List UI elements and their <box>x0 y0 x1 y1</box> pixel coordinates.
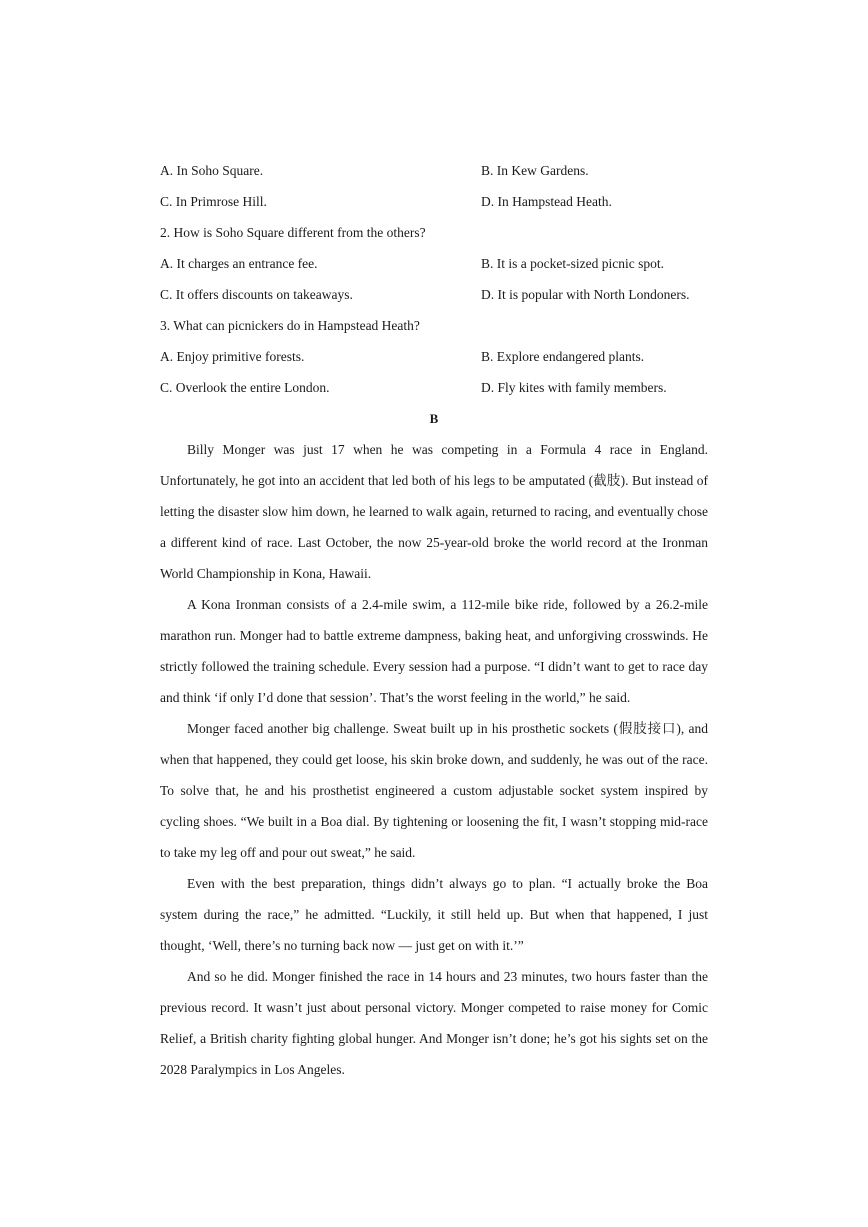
q1-option-a: A. In Soho Square. <box>160 163 264 178</box>
q1-options-row-1 <box>160 155 708 186</box>
q3-options-row-2 <box>160 372 708 403</box>
passage-paragraph: A Kona Ironman consists of a 2.4-mile swim, a 112-mile bike ride, followed by a 26.2-mile marathon run. Monger had to battle extreme dampness, baking heat, and unforgiving crosswinds. He strictly followed the training schedule. Every session had a purpose. “I didn’t want to get to race day and think ‘if only I’d done that session’. That’s the worst feeling in the world,” he said. <box>160 597 708 705</box>
passage-paragraph: Billy Monger was just 17 when he was competing in a Formula 4 race in England. Unfortunately, he got into an accident that led both of his legs to be amputated (截肢). But instead of letting the disaster slow him down, he learned to walk again, returned to racing, and eventually chose a different kind of race. Last October, the now 25-year-old broke the world record at the Ironman World Championship in Kona, Hawaii. <box>160 442 708 581</box>
q2-option-b: B. It is a pocket-sized picnic spot. <box>481 256 664 271</box>
q2-option-c: C. It offers discounts on takeaways. <box>160 287 353 302</box>
q2-stem: 2. How is Soho Square different from the others? <box>160 225 426 240</box>
q3-options-row-1 <box>160 341 708 372</box>
document-page <box>160 155 708 1085</box>
q2-options-row-2 <box>160 279 708 310</box>
q3-option-d: D. Fly kites with family members. <box>481 380 667 395</box>
q3-stem: 3. What can picnickers do in Hampstead Heath? <box>160 318 420 333</box>
q3-option-c: C. Overlook the entire London. <box>160 380 330 395</box>
q1-option-b: B. In Kew Gardens. <box>481 163 589 178</box>
passage-paragraph: Monger faced another big challenge. Sweat built up in his prosthetic sockets (假肢接口), and when that happened, they could get loose, his skin broke down, and suddenly, he was out of the race. To solve that, he and his prosthetist engineered a custom adjustable socket system inspired by cycling shoes. “We built in a Boa dial. By tightening or loosening the fit, I wasn’t stopping mid-race to take my leg off and pour out sweat,” he said. <box>160 721 708 860</box>
q1-options-row-2 <box>160 186 708 217</box>
passage-paragraph: And so he did. Monger finished the race in 14 hours and 23 minutes, two hours faster than the previous record. It wasn’t just about personal victory. Monger competed to raise money for Comic Relief, a British charity fighting global hunger. And Monger isn’t done; he’s got his sights set on the 2028 Paralympics in Los Angeles. <box>160 969 708 1077</box>
q1-option-d: D. In Hampstead Heath. <box>481 194 612 209</box>
q2-option-d: D. It is popular with North Londoners. <box>481 287 690 302</box>
q2-options-row-1 <box>160 248 708 279</box>
q2-option-a: A. It charges an entrance fee. <box>160 256 318 271</box>
q3-option-b: B. Explore endangered plants. <box>481 349 645 364</box>
section-b-passage <box>160 434 708 1085</box>
q3-option-a: A. Enjoy primitive forests. <box>160 349 305 364</box>
q1-option-c: C. In Primrose Hill. <box>160 194 267 209</box>
passage-paragraph: Even with the best preparation, things didn’t always go to plan. “I actually broke the Boa system during the race,” he admitted. “Luckily, it still held up. But when that happened, I just thought, ‘Well, there’s no turning back now — just get on with it.’” <box>160 876 708 953</box>
section-b-title: B <box>429 411 439 426</box>
